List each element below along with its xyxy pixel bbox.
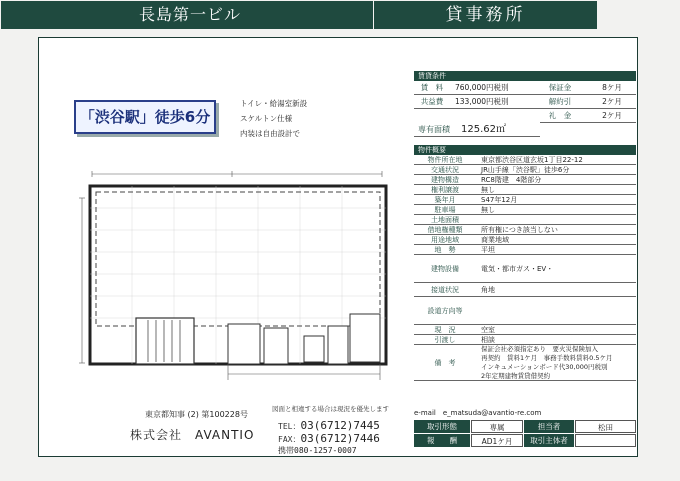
conditions-row — [414, 81, 636, 95]
overview-value: 相談 — [481, 336, 495, 344]
overview-row — [414, 297, 636, 325]
tel-line — [278, 419, 380, 432]
overview-value: 商業地域 — [481, 236, 509, 244]
overview-label: 地 勢 — [434, 246, 456, 254]
overview-value — [478, 215, 639, 224]
feature-item: トイレ・給湯室新設 — [240, 99, 308, 108]
conditions-row — [540, 109, 636, 123]
tel-prefix: TEL： — [278, 422, 301, 431]
overview-value: S47年12月 — [481, 196, 518, 204]
category-header: 貸事務所 — [374, 1, 597, 29]
company-name: 株式会社 AVANTIO — [130, 428, 255, 442]
area-value: 125.62㎡ — [461, 124, 506, 135]
email: e-mail e_matsuda@avantio-re.com — [414, 409, 542, 417]
overview-value: 角地 — [481, 286, 495, 294]
overview-label: 用途地域 — [431, 236, 459, 244]
overview-label: 建物構造 — [431, 176, 459, 184]
transaction-party-label: 取引主体者 — [524, 434, 574, 447]
overview-value: 無し — [481, 206, 495, 214]
mobile-number: 携帯080-1257-0007 — [278, 446, 357, 455]
overview-value — [478, 297, 639, 324]
overview-label: 引渡し — [434, 336, 456, 344]
transaction-type-label: 取引形態 — [414, 420, 470, 433]
overview-row — [414, 175, 636, 185]
area-label: 専有面積 — [418, 125, 450, 134]
overview-row — [414, 325, 636, 335]
agent-value: 松田 — [575, 420, 636, 433]
overview-note-line: 再契約 賃料1ケ月 事務手数料賃料0.5ケ月 — [481, 354, 613, 362]
tel-number: 03(6712)7445 — [300, 419, 380, 432]
overview-note-line: 2年定期建物賃貸借契約 — [481, 372, 551, 380]
overview-row — [414, 215, 636, 225]
common-fee-value: 133,000円税別 — [455, 97, 509, 106]
overview-label: 現 況 — [434, 326, 456, 334]
overview-row — [414, 195, 636, 205]
fax-number: 03(6712)7446 — [300, 432, 380, 445]
overview-value: 空室 — [481, 326, 495, 334]
overview-label: 土地面積 — [431, 216, 459, 224]
license-number: 東京都知事 (2) 第100228号 — [145, 410, 248, 419]
overview-label: 借地権種類 — [427, 226, 463, 234]
overview-label: 築年月 — [434, 196, 456, 204]
common-fee-label: 共益費 — [420, 97, 444, 106]
conditions-section-label: 賃貸条件 — [414, 71, 636, 81]
overview-label: 接道状況 — [431, 286, 459, 294]
feature-item: 内装は自由設計で — [240, 129, 300, 138]
overview-row — [414, 335, 636, 345]
cancellation-value: 2ケ月 — [602, 97, 622, 106]
floor-plan — [52, 168, 402, 390]
overview-row — [414, 155, 636, 165]
fax-prefix: FAX： — [278, 435, 301, 444]
fax-line — [278, 432, 380, 445]
overview-label: 建物設備 — [431, 265, 459, 273]
plan-disclaimer: 図面と相違する場合は現況を優先します — [272, 405, 389, 413]
overview-section-label: 物件概要 — [414, 145, 636, 155]
overview-label: 設道方向等 — [427, 307, 463, 315]
overview-row — [414, 255, 636, 283]
overview-row — [414, 345, 636, 381]
rent-label: 賃 料 — [420, 83, 444, 92]
transaction-type-value: 専属 — [471, 420, 523, 433]
overview-value: 電気・都市ガス・EV・ — [481, 265, 554, 273]
overview-row — [414, 225, 636, 235]
overview-row — [414, 165, 636, 175]
building-name-header: 長島第一ビル — [1, 1, 373, 29]
overview-value: 無し — [481, 186, 495, 194]
overview-value: 所有権につき該当しない — [481, 226, 558, 234]
overview-value: RC8階建 4階部分 — [481, 176, 542, 184]
cancellation-label: 解約引 — [548, 97, 572, 106]
overview-row — [414, 205, 636, 215]
overview-label: 権利譲渡 — [431, 186, 459, 194]
overview-note-line: インキュメーションボード代30,000円税別 — [481, 363, 608, 371]
station-badge: 「渋谷駅」徒歩6分 — [74, 100, 216, 134]
overview-value: JR山手線「渋谷駅」徒歩6分 — [481, 166, 570, 174]
overview-label: 駐車場 — [434, 206, 456, 214]
overview-value: 平坦 — [481, 246, 495, 254]
overview-row — [414, 185, 636, 195]
feature-item: スケルトン仕様 — [240, 114, 293, 123]
overview-row — [414, 235, 636, 245]
agent-label: 担当者 — [524, 420, 574, 433]
overview-note-line: 保証会社必須指定あり 要火災保険加入 — [481, 345, 598, 353]
transaction-party-value — [575, 434, 636, 447]
overview-label: 物件所在地 — [427, 156, 463, 164]
overview-value: 東京都渋谷区道玄坂1丁目22-12 — [481, 156, 583, 164]
overview-row — [414, 245, 636, 255]
key-money-label: 礼 金 — [548, 111, 572, 120]
area-row — [414, 123, 540, 137]
rent-value: 760,000円税別 — [455, 83, 509, 92]
overview-label: 備 考 — [434, 359, 456, 367]
deposit-value: 8ケ月 — [602, 83, 622, 92]
overview-row — [414, 283, 636, 297]
commission-label: 報 酬 — [414, 434, 470, 447]
overview-label: 交通状況 — [431, 166, 459, 174]
commission-value: AD1ケ月 — [471, 434, 523, 447]
key-money-value: 2ケ月 — [602, 111, 622, 120]
deposit-label: 保証金 — [548, 83, 572, 92]
conditions-row — [414, 95, 636, 109]
